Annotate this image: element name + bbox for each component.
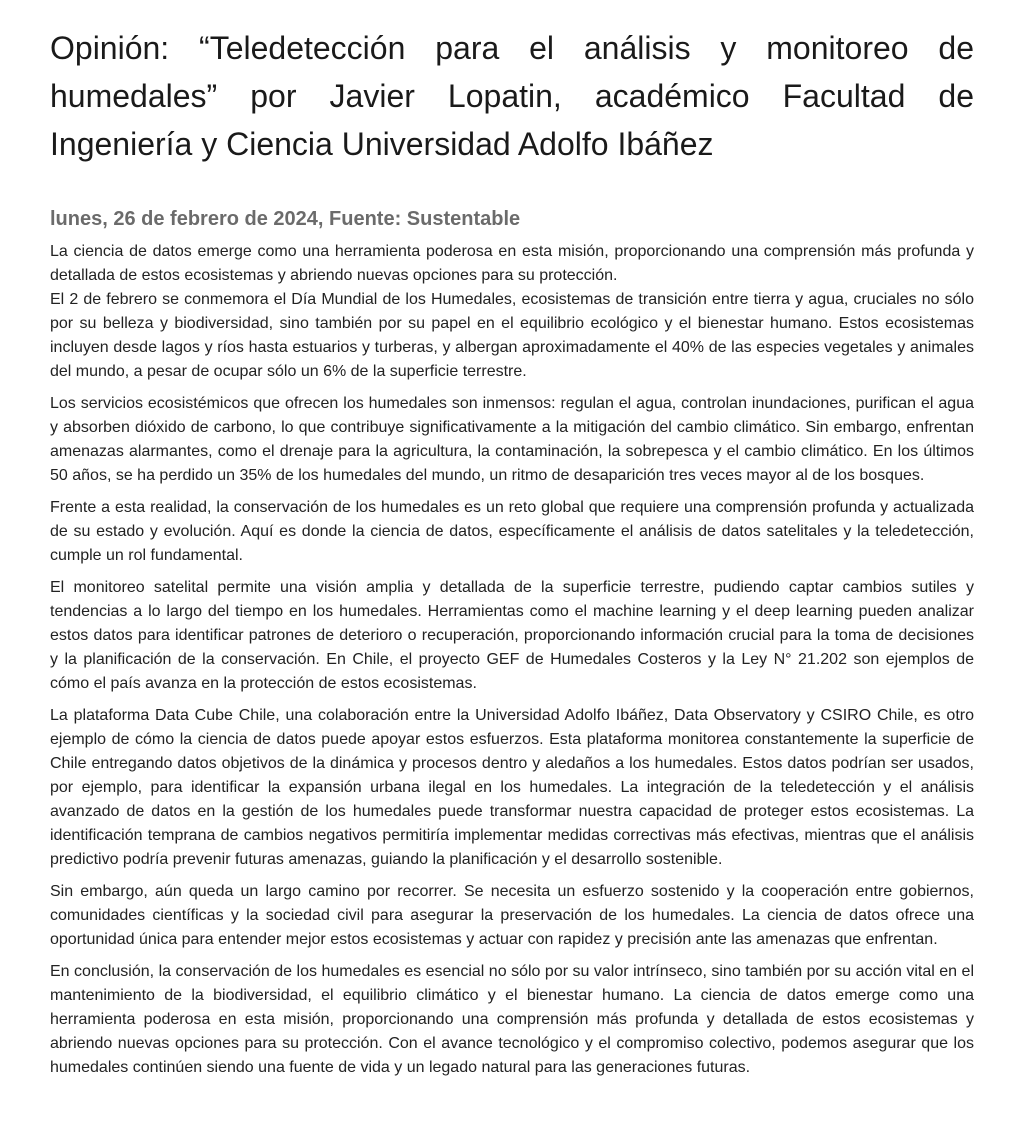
article-paragraph: La ciencia de datos emerge como una herramienta poderosa en esta misión, proporcionando una comprensión más profunda y detallada de estos ecosistemas y abriendo nuevas opciones para su protección. <box>50 243 974 284</box>
article <box>50 24 974 1088</box>
article-paragraph: El monitoreo satelital permite una visión amplia y detallada de la superficie terrestre, pudiendo captar cambios sutiles y tendencias a lo largo del tiempo en los humedales. Herramientas como el machine learning y el deep learning pueden analizar estos datos para identificar patrones de deterioro o recuperación, proporcionando información crucial para la toma de decisiones y la planificación de la conservación. En Chile, el proyecto GEF de Humedales Costeros y la Ley N° 21.202 son ejemplos de cómo el país avanza en la protección de estos ecosistemas. <box>50 579 974 692</box>
article-paragraph: En conclusión, la conservación de los humedales es esencial no sólo por su valor intrínseco, sino también por su acción vital en el mantenimiento de la biodiversidad, el equilibrio climático y el bienestar humano. La ciencia de datos emerge como una herramienta poderosa en esta misión, proporcionando una comprensión más profunda y detallada de estos ecosistemas y abriendo nuevas opciones para su protección. Con el avance tecnológico y el compromiso colectivo, podemos asegurar que los humedales continúen siendo una fuente de vida y un legado natural para las generaciones futuras. <box>50 963 974 1076</box>
article-paragraph: El 2 de febrero se conmemora el Día Mundial de los Humedales, ecosistemas de transición entre tierra y agua, cruciales no sólo por su belleza y biodiversidad, sino también por su papel en el equilibrio ecológico y el bienestar humano. Estos ecosistemas incluyen desde lagos y ríos hasta estuarios y turberas, y albergan aproximadamente el 40% de las especies vegetales y animales del mundo, a pesar de ocupar sólo un 6% de la superficie terrestre. <box>50 291 974 380</box>
article-title: Opinión: “Teledetección para el análisis y monitoreo de humedales” por Javier Lopatin, académico Facultad de Ingeniería y Ciencia Universidad Adolfo Ibáñez <box>50 30 974 162</box>
article-body <box>50 240 974 1080</box>
article-date-source: lunes, 26 de febrero de 2024, Fuente: Sustentable <box>50 208 521 230</box>
article-paragraph: Los servicios ecosistémicos que ofrecen los humedales son inmensos: regulan el agua, controlan inundaciones, purifican el agua y absorben dióxido de carbono, lo que contribuye significativamente a la mitigación del cambio climático. Sin embargo, enfrentan amenazas alarmantes, como el drenaje para la agricultura, la contaminación, la sobrepesca y el cambio climático. En los últimos 50 años, se ha perdido un 35% de los humedales del mundo, un ritmo de desaparición tres veces mayor al de los bosques. <box>50 395 974 484</box>
article-paragraph: La plataforma Data Cube Chile, una colaboración entre la Universidad Adolfo Ibáñez, Data Observatory y CSIRO Chile, es otro ejemplo de cómo la ciencia de datos puede apoyar estos esfuerzos. Esta plataforma monitorea constantemente la superficie de Chile entregando datos objetivos de la dinámica y procesos dentro y aledaños a los humedales. Estos datos podrían ser usados, por ejemplo, para identificar la expansión urbana ilegal en los humedales. La integración de la teledetección y el análisis avanzado de datos en la gestión de los humedales puede transformar nuestra capacidad de proteger estos ecosistemas. La identificación temprana de cambios negativos permitiría implementar medidas correctivas más efectivas, mientras que el análisis predictivo podría prevenir futuras amenazas, guiando la planificación y el desarrollo sostenible. <box>50 707 974 868</box>
article-paragraph: Frente a esta realidad, la conservación de los humedales es un reto global que requiere una comprensión profunda y actualizada de su estado y evolución. Aquí es donde la ciencia de datos, específicamente el análisis de datos satelitales y la teledetección, cumple un rol fundamental. <box>50 499 974 564</box>
article-paragraph: Sin embargo, aún queda un largo camino por recorrer. Se necesita un esfuerzo sostenido y la cooperación entre gobiernos, comunidades científicas y la sociedad civil para asegurar la preservación de los humedales. La ciencia de datos ofrece una oportunidad única para entender mejor estos ecosistemas y actuar con rapidez y precisión ante las amenazas que enfrentan. <box>50 883 974 948</box>
